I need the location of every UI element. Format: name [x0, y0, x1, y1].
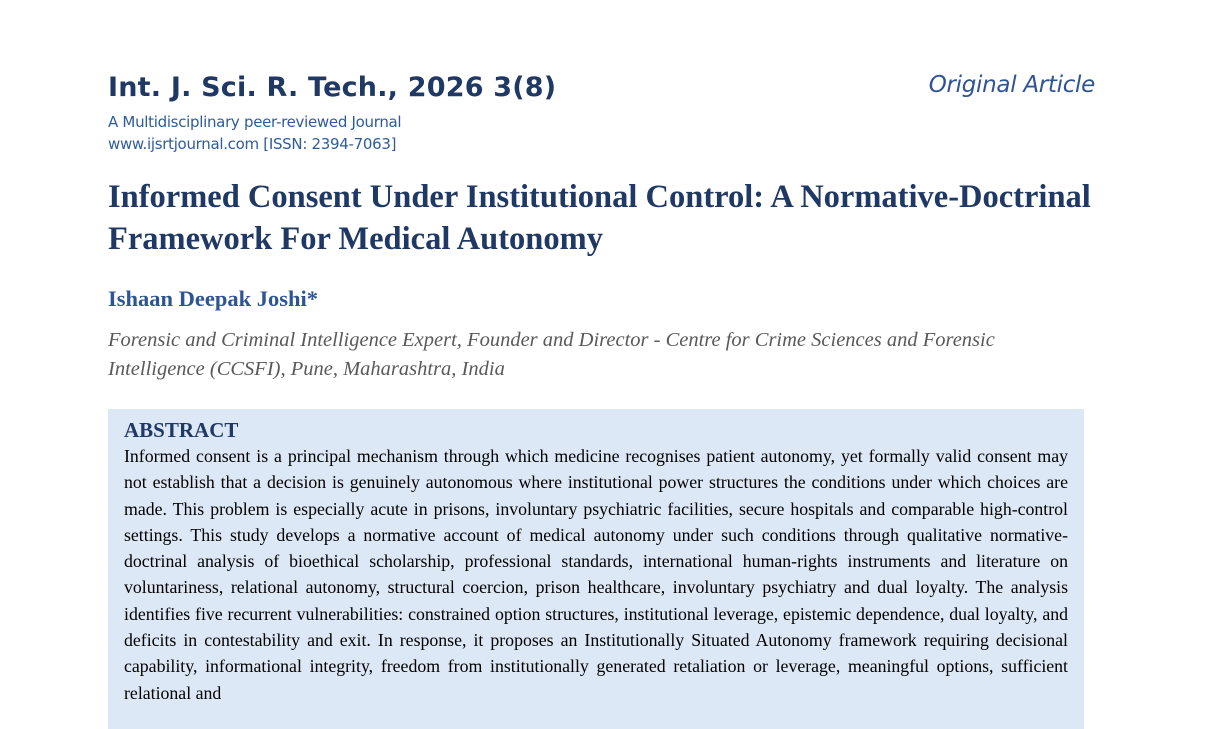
abstract-section — [108, 409, 1084, 729]
abstract-heading: ABSTRACT — [124, 418, 239, 442]
author-affiliation: Forensic and Criminal Intelligence Expert, Founder and Director - Centre for Crime Sciences and Forensic Intelligence (CCSFI), Pune, Maharashtra, India — [108, 329, 995, 380]
abstract-text: Informed consent is a principal mechanism through which medicine recognises patient autonomy, yet formally valid consent may not establish that a decision is genuinely autonomous where institutional power structures the conditions under which choices are made. This problem is especially acute in prisons, involuntary psychiatric facilities, secure hospitals and comparable high-control settings. This study develops a normative account of medical autonomy under such conditions through qualitative normative-doctrinal analysis of bioethical scholarship, professional standards, international human-rights instruments and literature on voluntariness, relational autonomy, structural coercion, prison healthcare, involuntary psychiatry and dual loyalty. The analysis identifies five recurrent vulnerabilities: constrained option structures, institutional leverage, epistemic dependence, dual loyalty, and deficits in contestability and exit. In response, it proposes an Institutionally Situated Autonomy framework requiring decisional capability, informational integrity, freedom from institutionally generated retaliation or leverage, meaningful options, sufficient relational and — [124, 446, 1068, 703]
journal-website[interactable]: www.ijsrtjournal.com [ISSN: 2394-7063] — [108, 135, 397, 153]
journal-title: Int. J. Sci. R. Tech., 2026 3(8) — [108, 72, 557, 103]
article-type-label: Original Article — [928, 72, 1095, 98]
paper-title: Informed Consent Under Institutional Control: A Normative-Doctrinal Framework For Medical Autonomy — [108, 179, 1091, 257]
journal-tagline: A Multidisciplinary peer-reviewed Journal — [108, 113, 402, 131]
author-name: Ishaan Deepak Joshi* — [108, 286, 319, 311]
